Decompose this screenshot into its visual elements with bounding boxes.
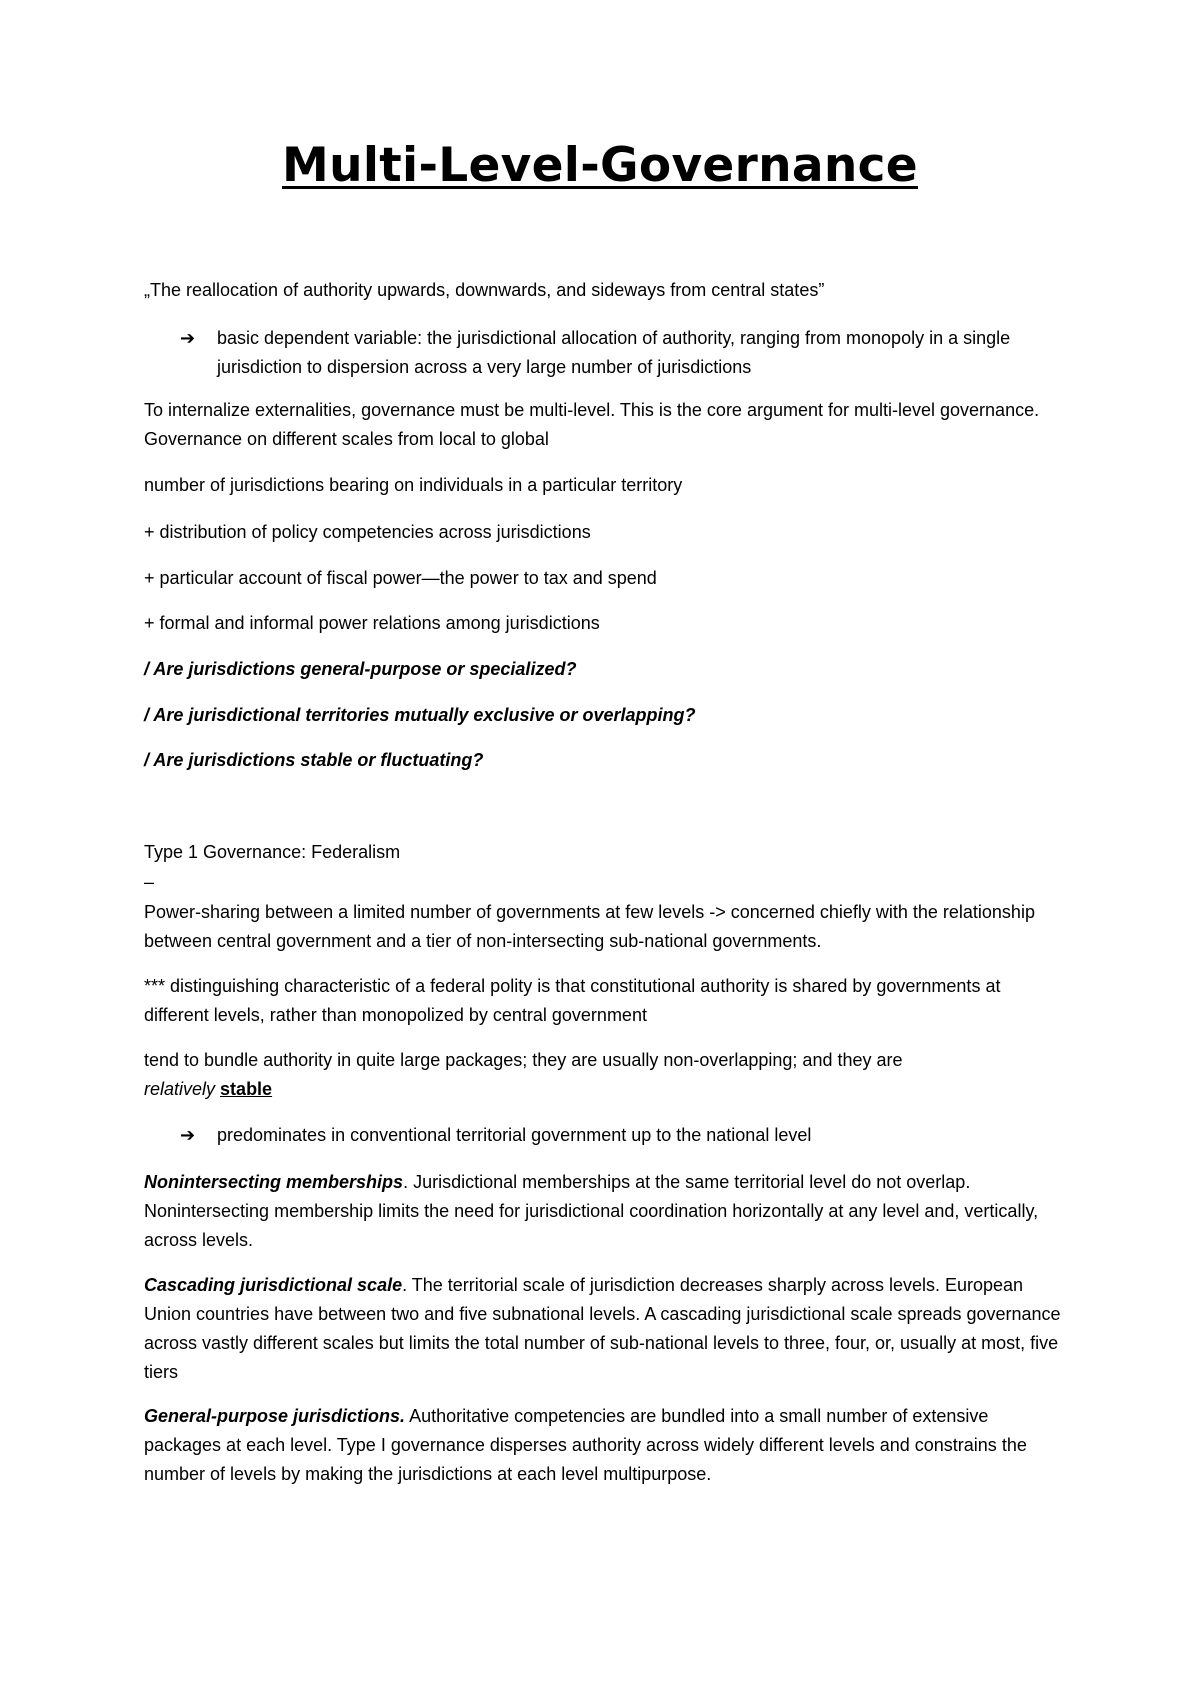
paragraph-bundle-authority [144,1046,1064,1104]
arrow-point-dependent-variable [180,324,1060,382]
bundle-stable: stable [220,1079,273,1099]
paragraph-externalities: To internalize externalities, governance must be multi-level. This is the core argument for multi-level governance. Governance on different scales from local to global [144,400,1040,449]
term-nonintersecting: Nonintersecting memberships [144,1172,404,1192]
paragraph-distinguishing-characteristic: *** distinguishing characteristic of a federal polity is that constitutional authority is shared by governments at different levels, rather than monopolized by central government [144,976,1001,1025]
arrow-point-text: predominates in conventional territorial government up to the national level [217,1125,812,1145]
question-stable-fluctuating: / Are jurisdictions stable or fluctuating? [144,750,484,770]
dash-separator: – [144,872,155,892]
cascading-text: . The territorial scale of jurisdiction decreases sharply across levels. European Union countries have between two and five subnational levels. A cascading jurisdictional scale spreads governance across vastly different scales but limits the total number of sub-national levels to three, four, or, usually at most, five tiers [144,1275,1061,1382]
right-arrow-icon: ➔ [180,1125,196,1145]
page-title: Multi-Level-Governance [282,138,918,193]
term-general-purpose: General-purpose jurisdictions. [144,1406,406,1426]
paragraph-general-purpose [144,1402,1064,1489]
arrow-point-predominates [180,1121,1060,1150]
plus-item-fiscal-power: + particular account of fiscal power—the power to tax and spend [144,568,657,588]
general-text: Authoritative competencies are bundled into a small number of extensive packages at each level. Type I governance disperses authority across widely different levels and constrains the number of levels by making the jurisdictions at each level multipurpose. [144,1406,1027,1484]
question-general-purpose: / Are jurisdictions general-purpose or specialized? [144,659,577,679]
question-territories-overlapping: / Are jurisdictional territories mutually exclusive or overlapping? [144,705,696,725]
plus-item-policy-competencies: + distribution of policy competencies across jurisdictions [144,522,591,542]
right-arrow-icon: ➔ [180,328,196,348]
nonintersecting-text: . Jurisdictional memberships at the same territorial level do not overlap. Nonintersecting membership limits the need for jurisdictional coordination horizontally at any level and, vertically, across levels. [144,1172,1039,1250]
definition-quote: „The reallocation of authority upwards, downwards, and sideways from central states” [144,280,825,300]
term-cascading: Cascading jurisdictional scale [144,1275,403,1295]
bundle-text: tend to bundle authority in quite large packages; they are usually non-overlapping; and they are [144,1050,903,1070]
paragraph-number-of-jurisdictions: number of jurisdictions bearing on individuals in a particular territory [144,475,683,495]
section-heading-type1: Type 1 Governance: Federalism [144,842,401,862]
paragraph-cascading [144,1271,1064,1387]
arrow-point-text: basic dependent variable: the jurisdictional allocation of authority, ranging from monopoly in a single jurisdiction to dispersion across a very large number of jurisdictions [217,328,1011,377]
paragraph-nonintersecting [144,1168,1064,1255]
bundle-relatively: relatively [144,1079,216,1099]
plus-item-power-relations: + formal and informal power relations among jurisdictions [144,613,600,633]
paragraph-power-sharing: Power-sharing between a limited number of governments at few levels -> concerned chiefly with the relationship between central government and a tier of non-intersecting sub-national governments. [144,902,1035,951]
